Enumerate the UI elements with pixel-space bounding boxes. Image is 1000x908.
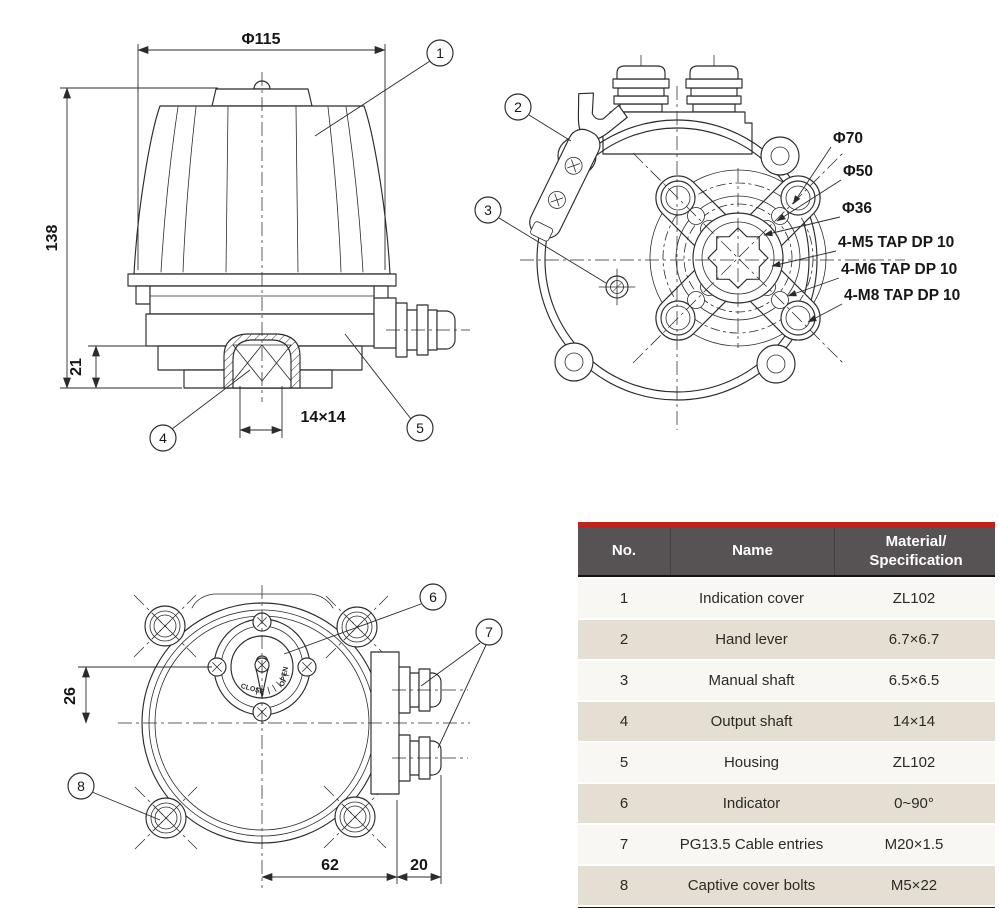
table-row: 2 Hand lever 6.7×6.7 <box>578 620 995 659</box>
top-view-drawing <box>62 584 502 888</box>
table-row: 6 Indicator 0~90° <box>578 784 995 823</box>
header-spec: Material/ Specification <box>869 532 963 569</box>
front-view-drawing <box>44 31 470 451</box>
hand-lever <box>514 87 630 249</box>
svg-text:62: 62 <box>321 857 339 874</box>
svg-text:7: 7 <box>485 624 493 640</box>
svg-text:Φ115: Φ115 <box>241 31 281 48</box>
svg-text:3: 3 <box>484 202 492 218</box>
svg-text:5: 5 <box>416 420 424 436</box>
close-label: CLOSE <box>239 683 265 697</box>
open-label: OPEN <box>279 666 291 688</box>
table-header <box>578 528 995 577</box>
side-cable-gland <box>386 303 470 357</box>
dim-21 <box>68 346 156 388</box>
spec-table <box>578 522 995 908</box>
table-row: 8 Captive cover bolts M5×22 <box>578 866 995 905</box>
svg-text:26: 26 <box>62 687 79 705</box>
dim-14x14 <box>240 386 346 438</box>
svg-text:20: 20 <box>410 857 428 874</box>
gland-mount <box>374 298 396 348</box>
manual-shaft <box>599 269 635 305</box>
label-phi36: Φ36 <box>842 200 872 217</box>
cover-bump <box>192 594 333 608</box>
svg-text:1: 1 <box>436 45 444 61</box>
table-row: 7 PG13.5 Cable entries M20×1.5 <box>578 825 995 864</box>
header-no: No. <box>578 528 671 575</box>
svg-text:4: 4 <box>159 430 167 446</box>
table-row: 1 Indication cover ZL102 <box>578 579 995 618</box>
label-phi50: Φ50 <box>843 163 873 180</box>
svg-text:6: 6 <box>429 589 437 605</box>
table-row: 4 Output shaft 14×14 <box>578 702 995 741</box>
bottom-view-drawing <box>475 55 960 430</box>
svg-text:2: 2 <box>514 99 522 115</box>
label-phi70: Φ70 <box>833 130 863 147</box>
label-m5-tap: 4-M5 TAP DP 10 <box>838 234 955 251</box>
mounting-bracket <box>633 153 843 363</box>
svg-text:8: 8 <box>77 778 85 794</box>
table-body <box>578 579 995 905</box>
svg-text:21: 21 <box>68 358 85 376</box>
svg-text:14×14: 14×14 <box>300 409 346 426</box>
label-m6-tap: 4-M6 TAP DP 10 <box>841 261 958 278</box>
latch-left <box>136 286 150 304</box>
table-row: 5 Housing ZL102 <box>578 743 995 782</box>
dim-26 <box>62 667 212 723</box>
table-row: 3 Manual shaft 6.5×6.5 <box>578 661 995 700</box>
callout-2 <box>505 94 571 141</box>
header-name: Name <box>671 528 835 575</box>
label-m8-tap: 4-M8 TAP DP 10 <box>844 287 961 304</box>
svg-text:138: 138 <box>44 224 61 252</box>
